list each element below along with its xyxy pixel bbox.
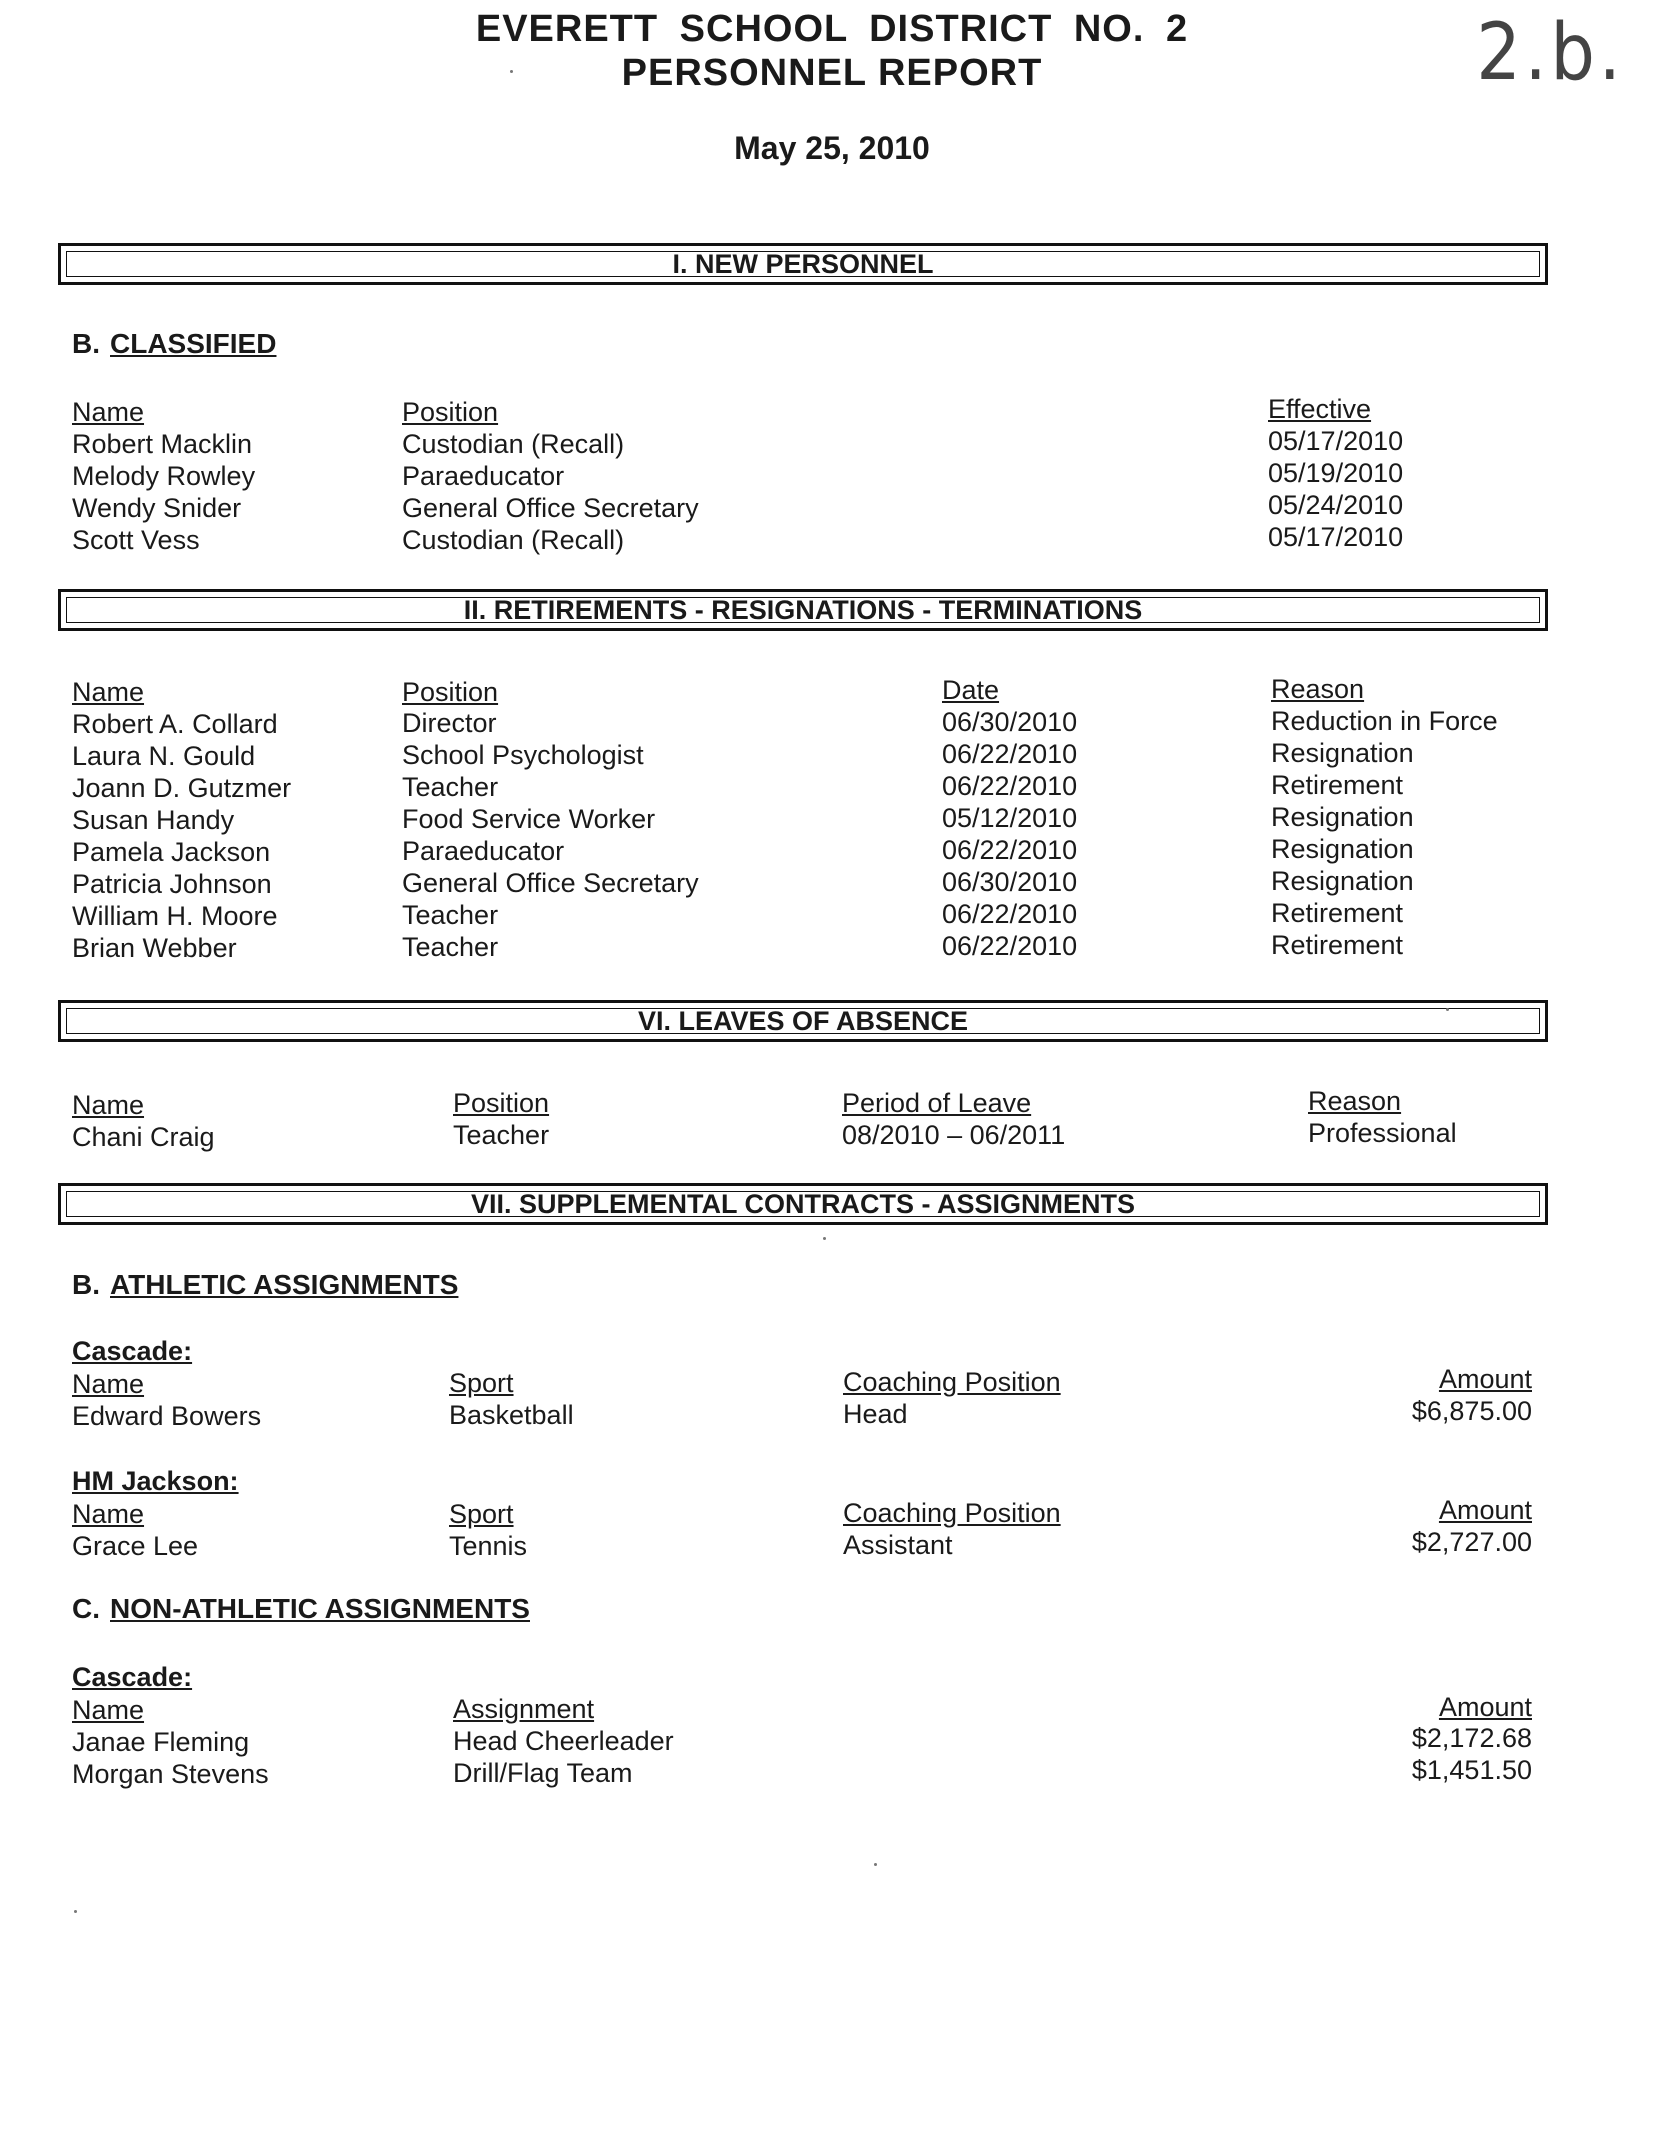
cell-reason: Retirement: [1271, 930, 1404, 960]
col-header-amount: Amount: [1438, 1692, 1532, 1722]
cell-amount: $2,727.00: [1411, 1527, 1532, 1557]
scan-speck: [74, 1910, 77, 1913]
cell-position: General Office Secretary: [402, 868, 699, 898]
cell-name: Janae Fleming: [72, 1727, 250, 1757]
handwritten-item-number: 2.b.: [1476, 8, 1625, 98]
col-header-sport: Sport: [449, 1368, 514, 1398]
cell-date: 06/30/2010: [942, 867, 1078, 897]
school-label-cascade: Cascade:: [72, 1662, 193, 1692]
cell-position: General Office Secretary: [402, 493, 699, 523]
subsection-letter: B.: [72, 1269, 100, 1300]
col-header-name: Name: [72, 1499, 145, 1529]
cell-sport: Tennis: [449, 1531, 528, 1561]
scan-speck: [874, 1863, 877, 1866]
cell-amount: $1,451.50: [1411, 1755, 1532, 1785]
subsection-title: CLASSIFIED: [110, 328, 277, 359]
col-header-amount: Amount: [1438, 1364, 1532, 1394]
cell-name: Susan Handy: [72, 805, 235, 835]
cell-date: 06/30/2010: [942, 707, 1078, 737]
section-supplemental-contracts: VII. SUPPLEMENTAL CONTRACTS - ASSIGNMENTS: [58, 1183, 1548, 1225]
cell-reason: Reduction in Force: [1271, 706, 1498, 736]
cell-name: Joann D. Gutzmer: [72, 773, 292, 803]
scan-speck: [510, 70, 513, 73]
cell-name: Melody Rowley: [72, 461, 256, 491]
cell-reason: Resignation: [1271, 738, 1414, 768]
cell-effective: 05/19/2010: [1268, 458, 1404, 488]
cell-reason: Resignation: [1271, 802, 1414, 832]
col-header-position: Position: [402, 397, 499, 427]
cell-name: Robert A. Collard: [72, 709, 278, 739]
cell-reason: Resignation: [1271, 866, 1414, 896]
cell-date: 06/22/2010: [942, 739, 1078, 769]
report-title-line2: PERSONNEL REPORT: [621, 52, 1043, 94]
cell-position: Food Service Worker: [402, 804, 656, 834]
subsection-athletic: [72, 1269, 458, 1301]
cell-name: Grace Lee: [72, 1531, 199, 1561]
cell-reason: Retirement: [1271, 770, 1404, 800]
report-title-line1: EVERETT SCHOOL DISTRICT NO. 2: [475, 8, 1189, 50]
cell-name: Robert Macklin: [72, 429, 253, 459]
cell-coaching-position: Assistant: [843, 1530, 953, 1560]
cell-position: Teacher: [402, 900, 499, 930]
col-header-sport: Sport: [449, 1499, 514, 1529]
cell-position: Teacher: [402, 772, 499, 802]
scan-speck: [1446, 1008, 1449, 1011]
cell-name: Edward Bowers: [72, 1401, 262, 1431]
cell-date: 06/22/2010: [942, 835, 1078, 865]
cell-position: Teacher: [453, 1120, 550, 1150]
cell-effective: 05/17/2010: [1268, 522, 1404, 552]
cell-name: William H. Moore: [72, 901, 278, 931]
cell-date: 05/12/2010: [942, 803, 1078, 833]
scan-speck: [823, 1237, 826, 1240]
school-label-cascade: Cascade:: [72, 1336, 193, 1366]
col-header-coaching-position: Coaching Position: [843, 1367, 1061, 1397]
cell-reason: Retirement: [1271, 898, 1404, 928]
cell-position: Teacher: [402, 932, 499, 962]
col-header-coaching-position: Coaching Position: [843, 1498, 1061, 1528]
col-header-effective: Effective: [1268, 394, 1372, 424]
cell-position: Director: [402, 708, 497, 738]
section-new-personnel: I. NEW PERSONNEL: [58, 243, 1548, 285]
subsection-title: ATHLETIC ASSIGNMENTS: [110, 1269, 459, 1300]
cell-date: 06/22/2010: [942, 899, 1078, 929]
cell-date: 06/22/2010: [942, 931, 1078, 961]
col-header-assignment: Assignment: [453, 1694, 595, 1724]
subsection-title: NON-ATHLETIC ASSIGNMENTS: [110, 1593, 530, 1624]
col-header-reason: Reason: [1271, 674, 1365, 704]
col-header-position: Position: [402, 677, 499, 707]
cell-name: Chani Craig: [72, 1122, 215, 1152]
subsection-letter: B.: [72, 328, 100, 359]
cell-position: Custodian (Recall): [402, 429, 625, 459]
section-leaves-of-absence: VI. LEAVES OF ABSENCE: [58, 1000, 1548, 1042]
cell-coaching-position: Head: [843, 1399, 908, 1429]
section-retirements: II. RETIREMENTS - RESIGNATIONS - TERMINATIONS: [58, 589, 1548, 631]
cell-name: Laura N. Gould: [72, 741, 256, 771]
school-label-hm-jackson: HM Jackson:: [72, 1466, 239, 1496]
col-header-name: Name: [72, 1695, 145, 1725]
col-header-name: Name: [72, 1369, 145, 1399]
cell-name: Wendy Snider: [72, 493, 242, 523]
col-header-reason: Reason: [1308, 1086, 1402, 1116]
report-date: May 25, 2010: [734, 130, 930, 166]
col-header-name: Name: [72, 677, 145, 707]
cell-name: Patricia Johnson: [72, 869, 272, 899]
cell-name: Scott Vess: [72, 525, 200, 555]
col-header-position: Position: [453, 1088, 550, 1118]
cell-name: Pamela Jackson: [72, 837, 271, 867]
cell-assignment: Drill/Flag Team: [453, 1758, 633, 1788]
cell-effective: 05/17/2010: [1268, 426, 1404, 456]
col-header-name: Name: [72, 397, 145, 427]
cell-position: School Psychologist: [402, 740, 644, 770]
cell-assignment: Head Cheerleader: [453, 1726, 674, 1756]
col-header-period: Period of Leave: [842, 1088, 1032, 1118]
cell-period: 08/2010 – 06/2011: [842, 1120, 1066, 1150]
cell-date: 06/22/2010: [942, 771, 1078, 801]
cell-name: Morgan Stevens: [72, 1759, 269, 1789]
subsection-classified: [72, 328, 276, 360]
cell-reason: Professional: [1308, 1118, 1457, 1148]
subsection-letter: C.: [72, 1593, 100, 1624]
subsection-non-athletic: [72, 1593, 530, 1625]
col-header-date: Date: [942, 675, 1000, 705]
cell-amount: $6,875.00: [1411, 1396, 1532, 1426]
cell-amount: $2,172.68: [1411, 1723, 1532, 1753]
cell-sport: Basketball: [449, 1400, 574, 1430]
cell-reason: Resignation: [1271, 834, 1414, 864]
cell-position: Custodian (Recall): [402, 525, 625, 555]
cell-effective: 05/24/2010: [1268, 490, 1404, 520]
col-header-amount: Amount: [1438, 1495, 1532, 1525]
cell-position: Paraeducator: [402, 836, 565, 866]
cell-position: Paraeducator: [402, 461, 565, 491]
col-header-name: Name: [72, 1090, 145, 1120]
cell-name: Brian Webber: [72, 933, 237, 963]
